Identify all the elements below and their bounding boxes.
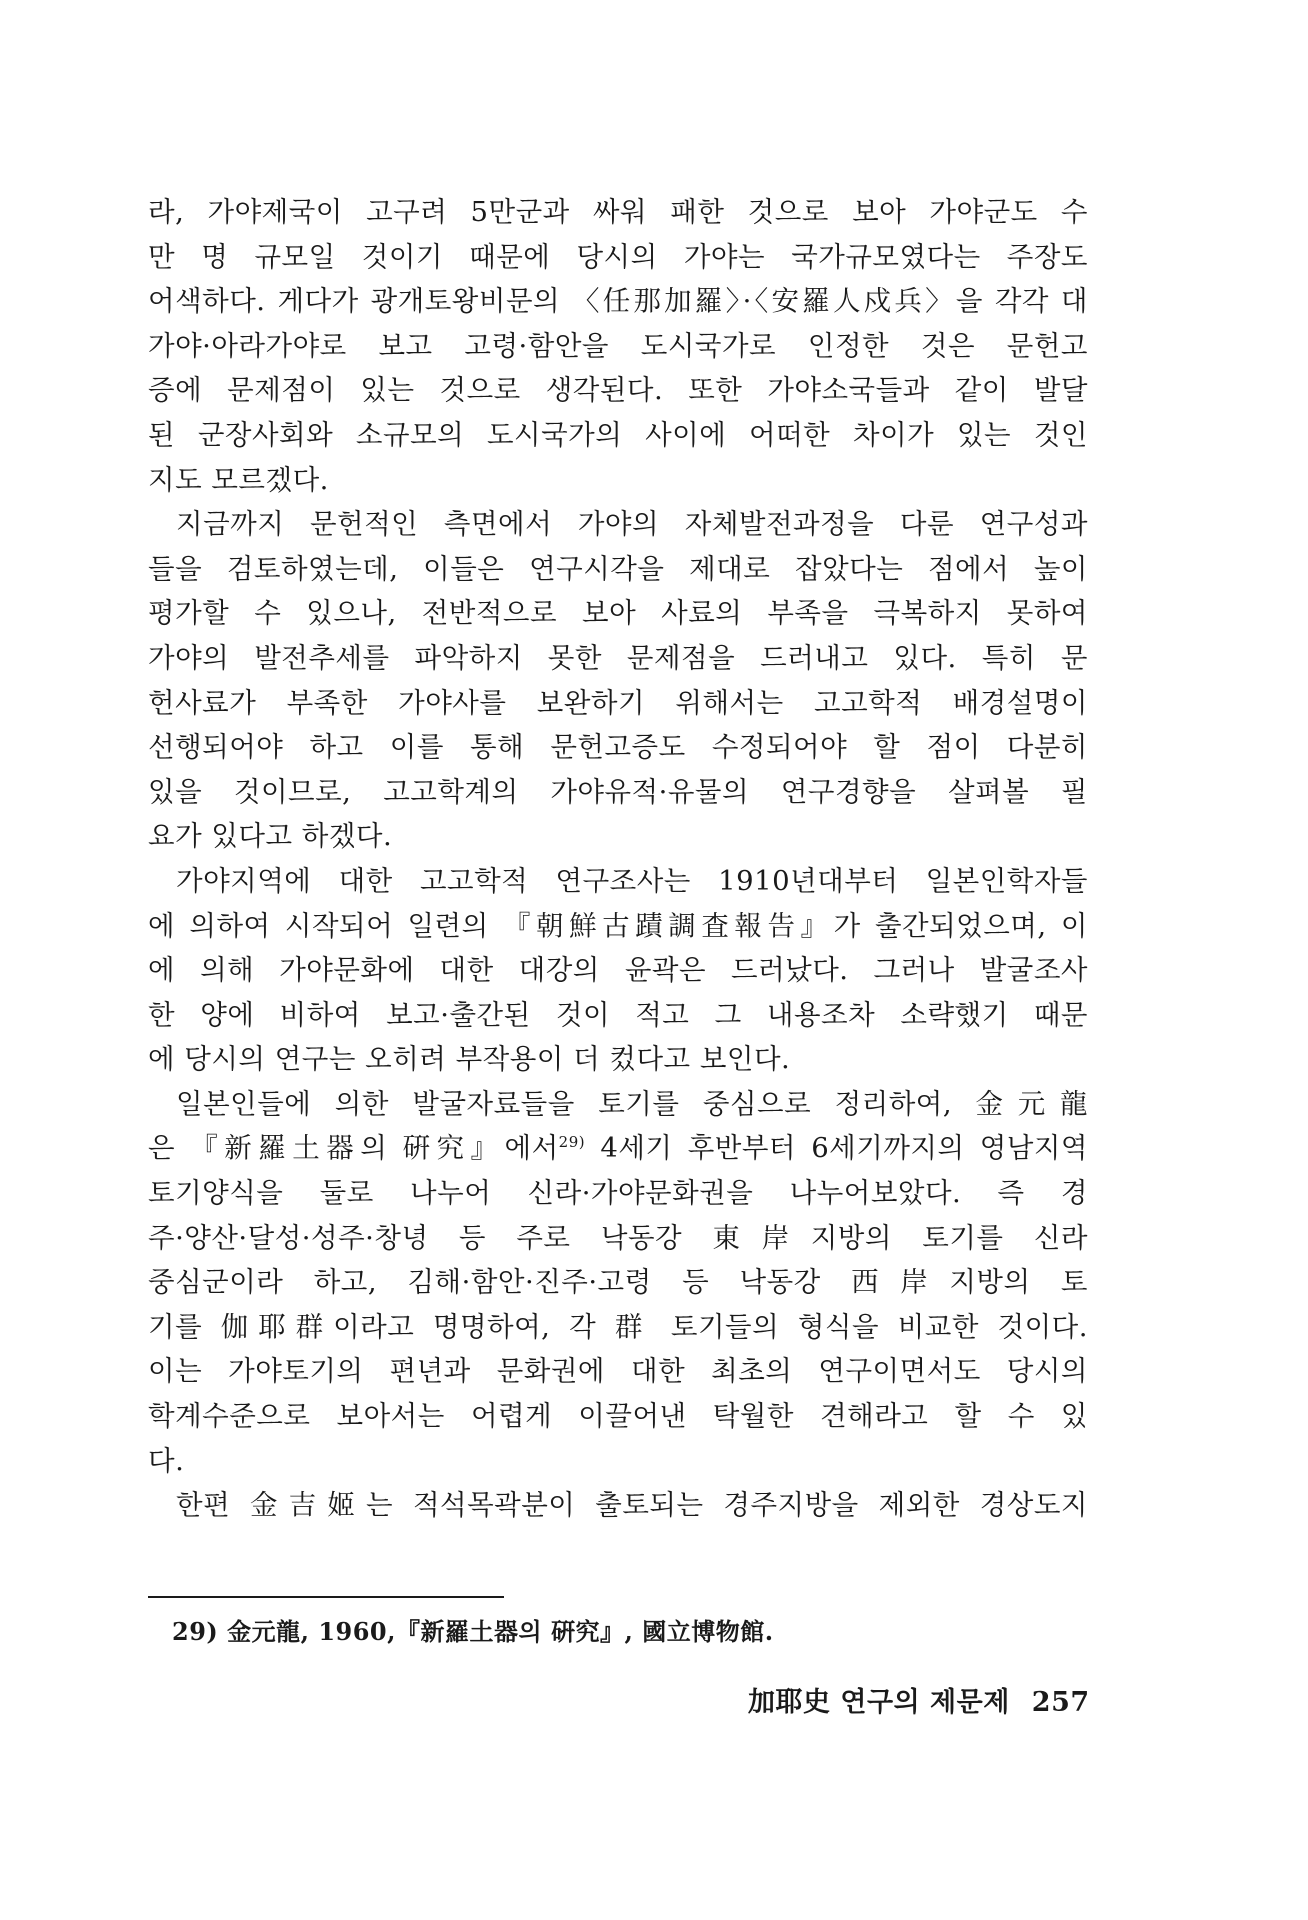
body-line: 주·양산·달성·성주·창녕 등 주로 낙동강 東岸지방의 토기를 신라 <box>148 1221 1088 1254</box>
footnote-divider <box>148 1596 504 1598</box>
body-line: 한 양에 비하여 보고·출간된 것이 적고 그 내용조차 소략했기 때문 <box>148 998 1088 1031</box>
body-line: 다. <box>148 1444 185 1477</box>
body-line: 있을 것이므로, 고고학계의 가야유적·유물의 연구경향을 살펴볼 필 <box>148 775 1088 808</box>
body-line: 에 의해 가야문화에 대한 대강의 윤곽은 드러났다. 그러나 발굴조사 <box>148 954 1088 987</box>
body-line-head: 은 『新羅土器의 硏究』에서 <box>148 1132 559 1165</box>
body-line: 요가 있다고 하겠다. <box>148 820 393 853</box>
body-line: 증에 문제점이 있는 것으로 생각된다. 또한 가야소국들과 같이 발달 <box>148 374 1088 407</box>
paragraph-start-line: 지금까지 문헌적인 측면에서 가야의 자체발전과정을 다룬 연구성과 <box>176 508 1088 541</box>
body-line: 들을 검토하였는데, 이들은 연구시각을 제대로 잡았다는 점에서 높이 <box>148 552 1088 585</box>
page-footer <box>748 1680 1090 1719</box>
paragraph-start-line: 일본인들에 의한 발굴자료들을 토기를 중심으로 정리하여, 金元龍 <box>176 1087 1088 1120</box>
body-line: 토기양식을 둘로 나누어 신라·가야문화권을 나누어보았다. 즉 경 <box>148 1177 1088 1210</box>
body-line-with-footnote <box>148 1126 1088 1171</box>
body-line: 가야의 발전추세를 파악하지 못한 문제점을 드러내고 있다. 특히 문 <box>148 641 1088 674</box>
body-line: 된 군장사회와 소규모의 도시국가의 사이에 어떠한 차이가 있는 것인 <box>148 418 1088 451</box>
body-line: 지도 모르겠다. <box>148 463 329 496</box>
body-line: 중심군이라 하고, 김해·함안·진주·고령 등 낙동강 西岸지방의 토 <box>148 1266 1088 1299</box>
body-line: 라, 가야제국이 고구려 5만군과 싸워 패한 것으로 보아 가야군도 수 <box>148 196 1088 228</box>
body-line: 평가할 수 있으나, 전반적으로 보아 사료의 부족을 극복하지 못하여 <box>148 597 1088 630</box>
body-line: 어색하다. 게다가 광개토왕비문의 〈任那加羅〉·〈安羅人戍兵〉을 각각 대 <box>148 285 1088 318</box>
footnote: 29) 金元龍, 1960,『新羅土器의 硏究』, 國立博物館. <box>172 1617 774 1646</box>
body-line-tail: 4세기 후반부터 6세기까지의 영남지역 <box>585 1132 1089 1165</box>
body-line: 가야·아라가야로 보고 고령·함안을 도시국가로 인정한 것은 문헌고 <box>148 329 1088 362</box>
body-line: 이는 가야토기의 편년과 문화권에 대한 최초의 연구이면서도 당시의 <box>148 1355 1088 1388</box>
body-line: 기를 伽耶群이라고 명명하여, 각 群 토기들의 형식을 비교한 것이다. <box>148 1310 1088 1343</box>
body-text <box>148 190 1088 1528</box>
body-line: 헌사료가 부족한 가야사를 보완하기 위해서는 고고학적 배경설명이 <box>148 686 1088 719</box>
body-line: 에 당시의 연구는 오히려 부작용이 더 컸다고 보인다. <box>148 1043 791 1076</box>
paragraph-start-line: 가야지역에 대한 고고학적 연구조사는 1910년대부터 일본인학자들 <box>176 864 1088 897</box>
paragraph-start-line: 한편 金吉姬는 적석목곽분이 출토되는 경주지방을 제외한 경상도지 <box>176 1489 1088 1522</box>
page-number: 257 <box>1031 1687 1090 1718</box>
footnote-reference: 29) <box>558 1133 586 1152</box>
body-line: 학계수준으로 보아서는 어렵게 이끌어낸 탁월한 견해라고 할 수 있 <box>148 1400 1088 1433</box>
body-line: 에 의하여 시작되어 일련의 『朝鮮古蹟調査報告』가 출간되었으며, 이 <box>148 909 1088 942</box>
body-line: 선행되어야 하고 이를 통해 문헌고증도 수정되어야 할 점이 다분히 <box>148 731 1088 764</box>
running-title: 加耶史 연구의 제문제 <box>748 1687 1010 1718</box>
body-line: 만 명 규모일 것이기 때문에 당시의 가야는 국가규모였다는 주장도 <box>148 240 1088 273</box>
